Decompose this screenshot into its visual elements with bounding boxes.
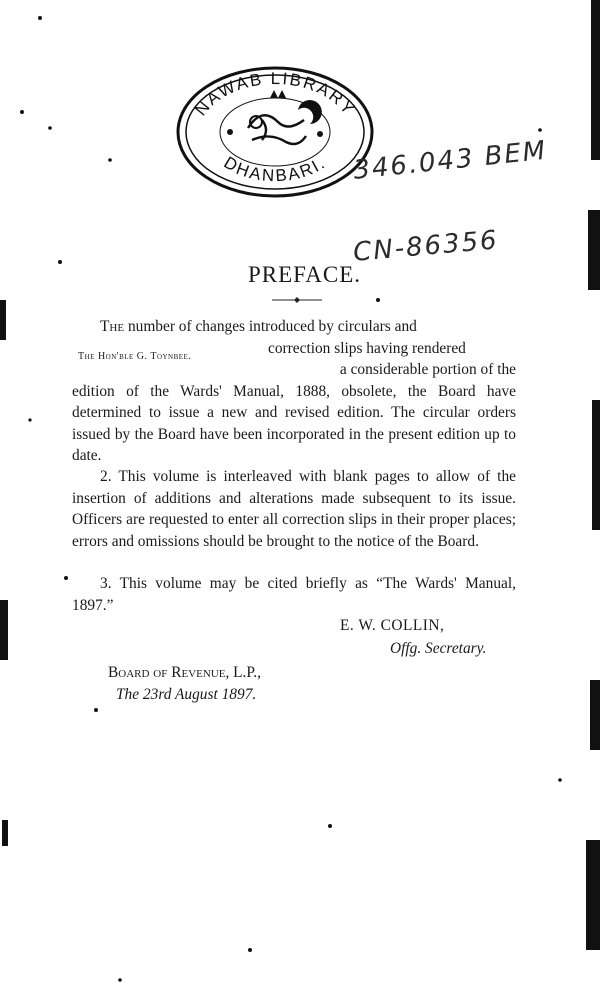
stamp-seal-icon xyxy=(170,62,380,202)
margin-sidenote: The Hon'ble G. Toynbee. xyxy=(78,351,192,362)
paragraph-1-line-1: number of changes introduced by circulars and xyxy=(127,318,417,335)
paragraph-1-wrap-line-1: correction slips having rendered xyxy=(268,339,466,357)
issue-date: The 23rd August 1897. xyxy=(116,686,257,703)
paragraph-3 xyxy=(72,573,516,616)
paragraph-3-text: 3. This volume may be cited briefly as “The Wards' Manual, 1897.” xyxy=(72,575,516,614)
paragraph-2 xyxy=(72,466,516,552)
issuing-office: Board of Revenue, L.P., xyxy=(108,664,261,681)
signatory-name: E. W. COLLIN, xyxy=(340,617,445,634)
handwritten-catalogue-number: CN-86356 xyxy=(352,225,500,268)
paragraph-1-lead: The xyxy=(100,318,125,335)
paragraph-1 xyxy=(72,316,516,467)
paragraph-1-wrap-line-2: a considerable portion of the xyxy=(339,361,516,378)
signatory-role: Offg. Secretary. xyxy=(390,640,487,657)
svg-text:DHANBARI. xyxy=(221,153,330,186)
handwritten-accession-number: 346.043 BEM xyxy=(352,135,549,186)
title-ornament-rule xyxy=(272,296,322,304)
library-stamp xyxy=(170,62,380,202)
stamp-top-text: NAWAB LIBRARY xyxy=(191,68,359,120)
stamp-bottom-text: DHANBARI. xyxy=(220,152,330,186)
page-title: PREFACE. xyxy=(248,262,362,287)
paragraph-2-text: 2. This volume is interleaved with blank pages to allow of the insertion of additions and alterations made subsequent to its issue. Officers are requested to enter all correction slips in their proper places; errors and omissions should be brought to the notice of the Board. xyxy=(72,468,516,550)
paragraph-1-body: edition of the Wards' Manual, 1888, obsolete, the Board have determined to issue a new and revised edition. The circular orders issued by the Board have been incorporated in the present edition up to date. xyxy=(72,382,516,464)
